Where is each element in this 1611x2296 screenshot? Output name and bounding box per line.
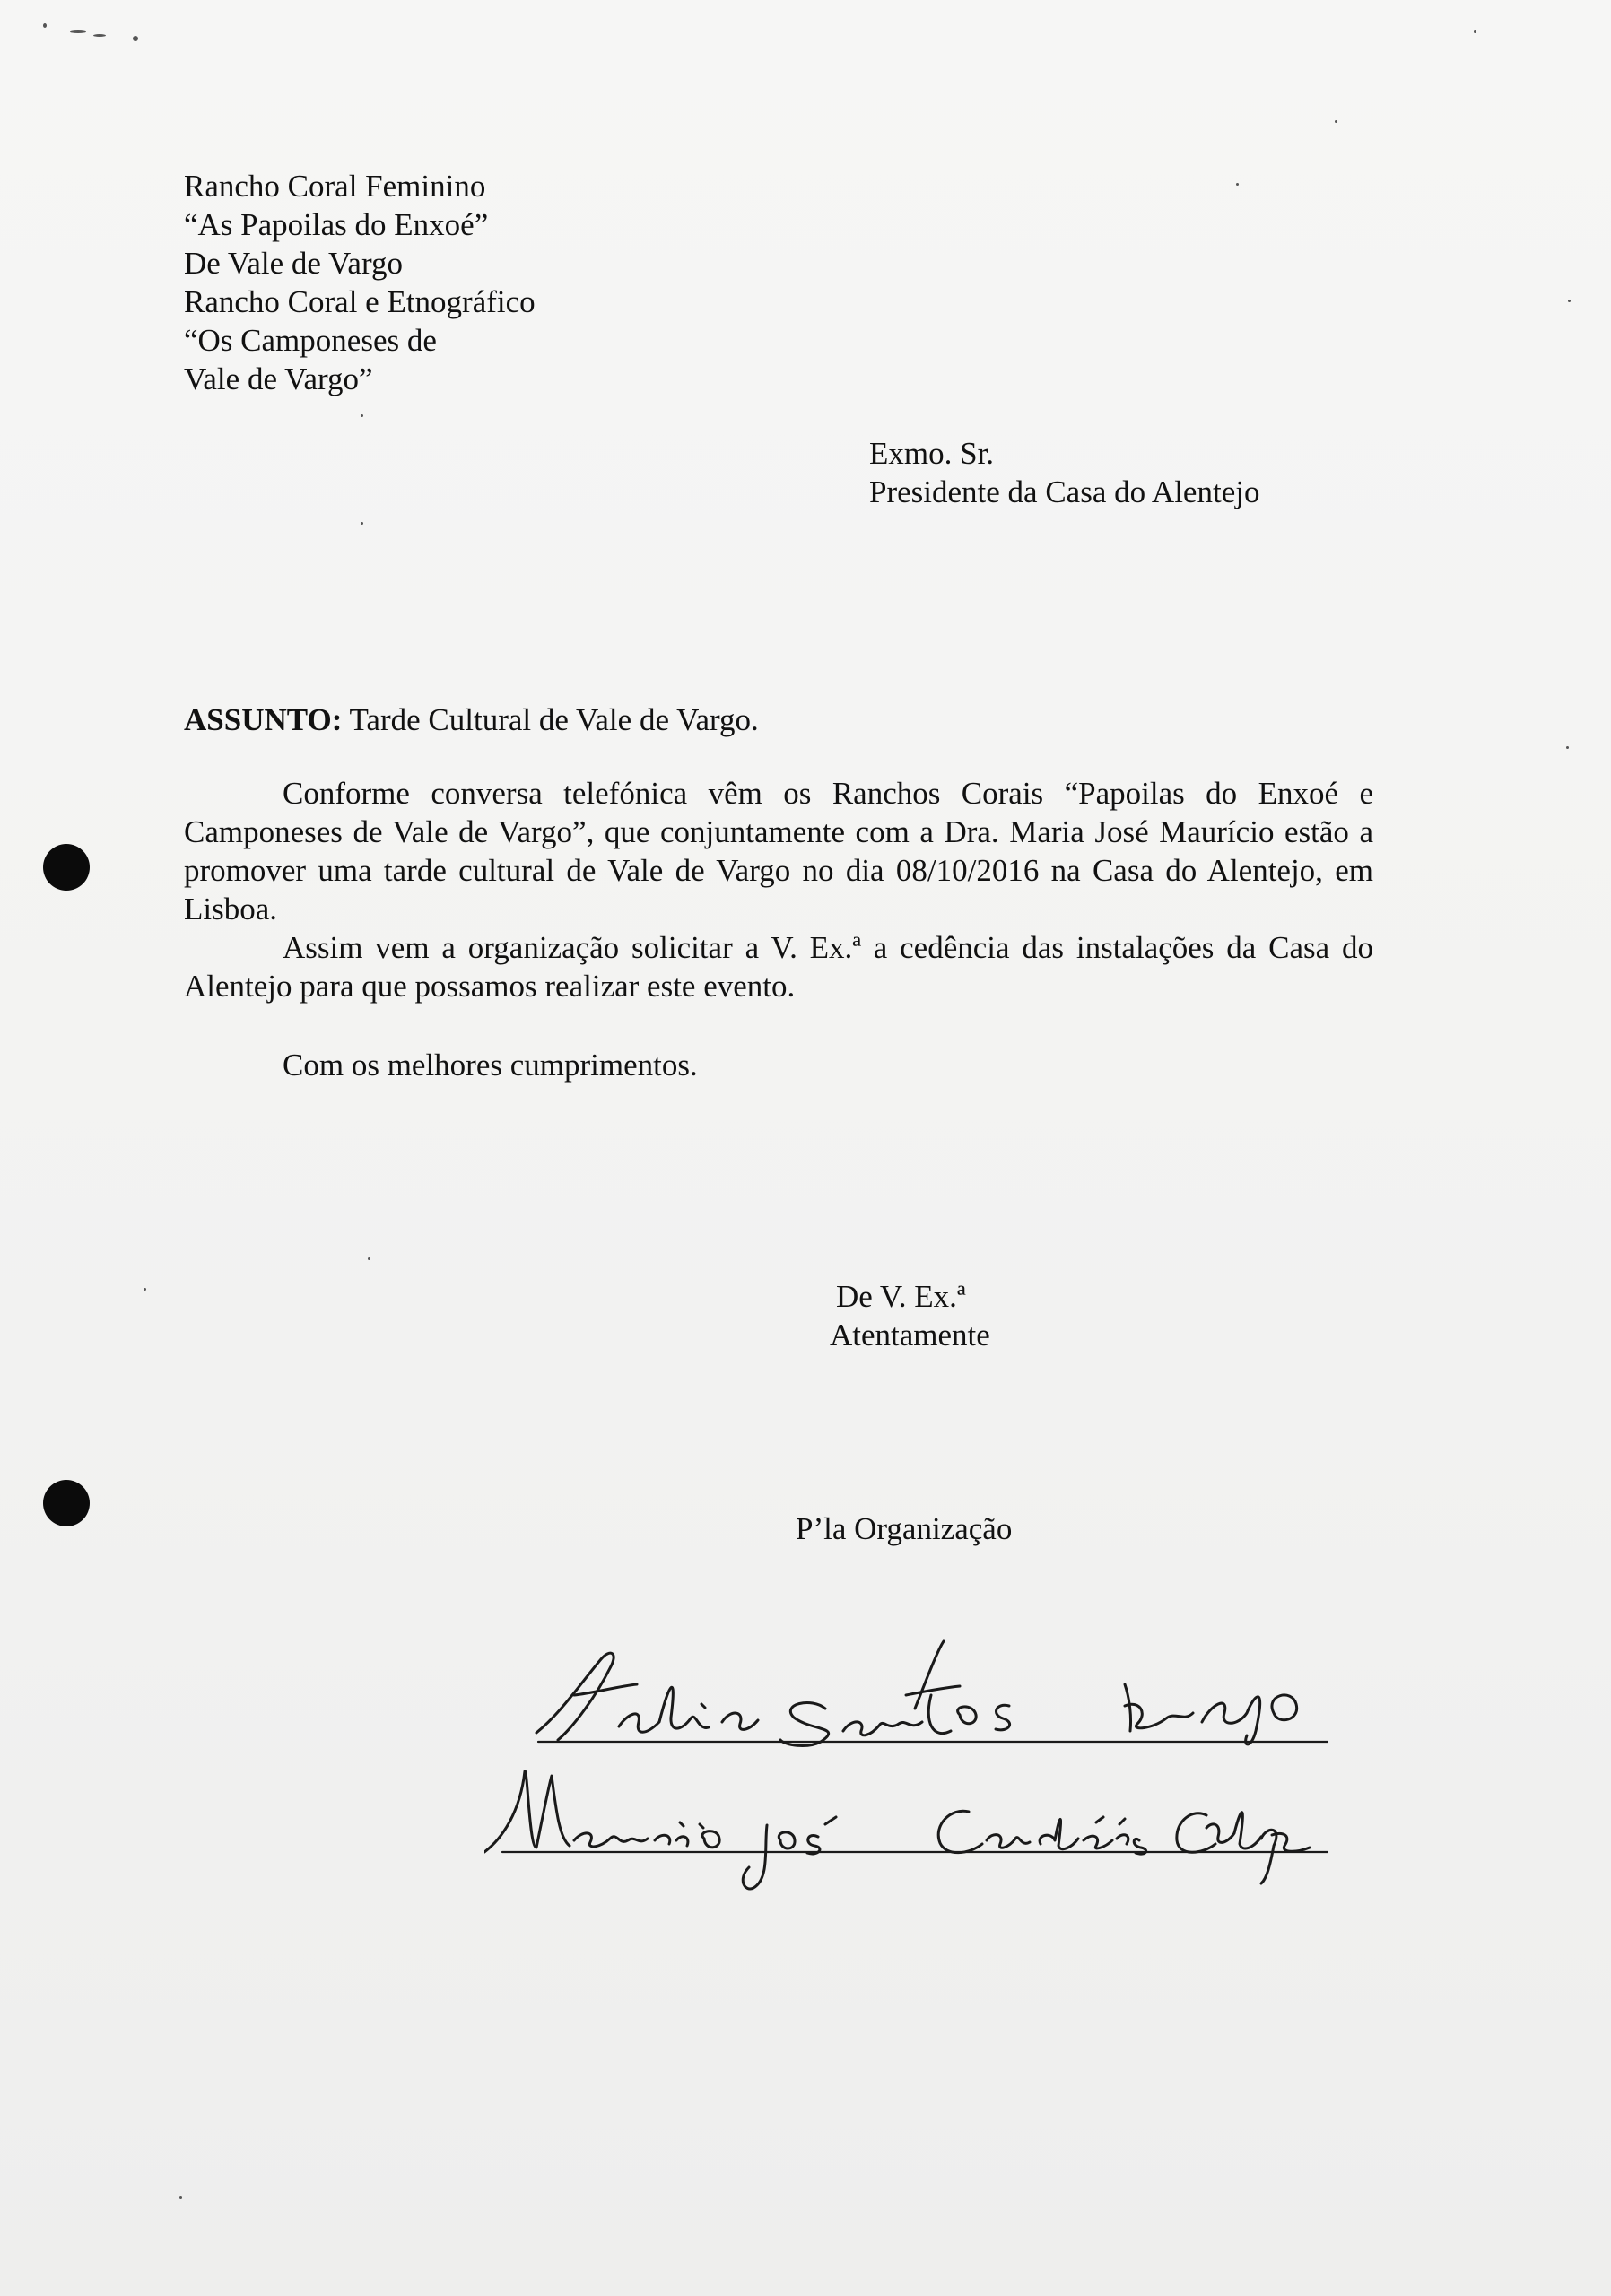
signature-stroke [702, 1831, 719, 1848]
scan-speck [43, 23, 47, 28]
signature-stroke [743, 1825, 767, 1889]
signature-stroke [807, 1836, 820, 1854]
scan-speck [144, 1288, 146, 1291]
signature-stroke [680, 1822, 703, 1828]
signature-stroke [619, 1687, 709, 1732]
sender-line: “As Papoilas do Enxoé” [184, 207, 489, 242]
signature-stroke [996, 1705, 1010, 1730]
letter-body [184, 774, 1373, 1005]
scan-speck [1335, 120, 1337, 123]
signature-stroke [1084, 1836, 1112, 1848]
sender-line: “Os Camponeses de [184, 323, 437, 358]
scan-speck [368, 1257, 370, 1260]
scan-speck [1474, 30, 1476, 33]
recipient-salutation: Exmo. Sr. [869, 436, 995, 471]
body-paragraph: Conforme conversa telefónica vêm os Ranchos Corais “Papoilas do Enxoé e Camponeses de Vale de Vargo”, que conjuntamente com a Dra. Maria José Maurício estão a promover uma tarde cultural de Vale de Vargo no dia 08/10/2016 na Casa do Alentejo, em Lisboa. [184, 776, 1373, 926]
handwritten-signatures [484, 1632, 1363, 1901]
signature-stroke [484, 1771, 570, 1852]
sender-line: Rancho Coral e Etnográfico [184, 284, 536, 319]
subject-text: Tarde Cultural de Vale de Vargo. [349, 702, 759, 737]
signature-stroke [1261, 1830, 1310, 1883]
signature-stroke [722, 1713, 758, 1729]
signature-stroke [958, 1707, 977, 1724]
recipient-title: Presidente da Casa do Alentejo [869, 474, 1260, 509]
scan-speck [133, 36, 138, 41]
signature-stroke [574, 1684, 637, 1695]
punch-hole-lower [43, 1480, 90, 1526]
subject-label: ASSUNTO: [184, 702, 343, 737]
sender-line: Vale de Vargo” [184, 361, 373, 396]
sender-block [184, 167, 536, 398]
signature-stroke [655, 1835, 688, 1846]
subject-line [184, 700, 759, 739]
scan-speck [93, 34, 106, 37]
signature-stroke [987, 1835, 1030, 1848]
organization-line: P’la Organização [796, 1511, 1013, 1546]
signature-stroke [701, 1704, 705, 1708]
sign-off-line: De V. Ex.ª [836, 1279, 966, 1314]
signature-stroke [780, 1702, 829, 1745]
signature-stroke [779, 1832, 795, 1848]
scan-speck [1236, 183, 1239, 186]
signature-stroke [825, 1817, 836, 1824]
signature-stroke [938, 1811, 982, 1852]
signature-stroke [906, 1641, 960, 1734]
scan-speck [70, 30, 86, 33]
signature-stroke [1125, 1684, 1193, 1731]
scan-speck [1568, 300, 1571, 302]
scan-speck [1566, 746, 1569, 749]
recipient-block [869, 434, 1259, 511]
signature-stroke [574, 1833, 648, 1847]
punch-hole-upper [43, 844, 90, 891]
sign-off-block [830, 1277, 990, 1354]
scan-speck [361, 522, 363, 525]
body-paragraph: Assim vem a organização solicitar a V. Ex.ª a cedência das instalações da Casa do Alentejo para que possamos realizar este evento. [184, 930, 1373, 1004]
sender-line: Rancho Coral Feminino [184, 169, 486, 204]
signature-stroke [1272, 1695, 1297, 1720]
signature-stroke [843, 1722, 922, 1735]
closing-line: Com os melhores cumprimentos. [283, 1048, 698, 1083]
sender-line: De Vale de Vargo [184, 246, 403, 281]
signature-stroke [1177, 1813, 1215, 1853]
sign-off-line: Atentamente [830, 1318, 990, 1352]
signature-stroke [536, 1653, 614, 1740]
scan-speck [361, 414, 363, 417]
signature-stroke [1096, 1817, 1125, 1824]
signature-stroke [1202, 1697, 1260, 1744]
signature-stroke [1040, 1819, 1078, 1848]
scan-speck [179, 2196, 182, 2199]
